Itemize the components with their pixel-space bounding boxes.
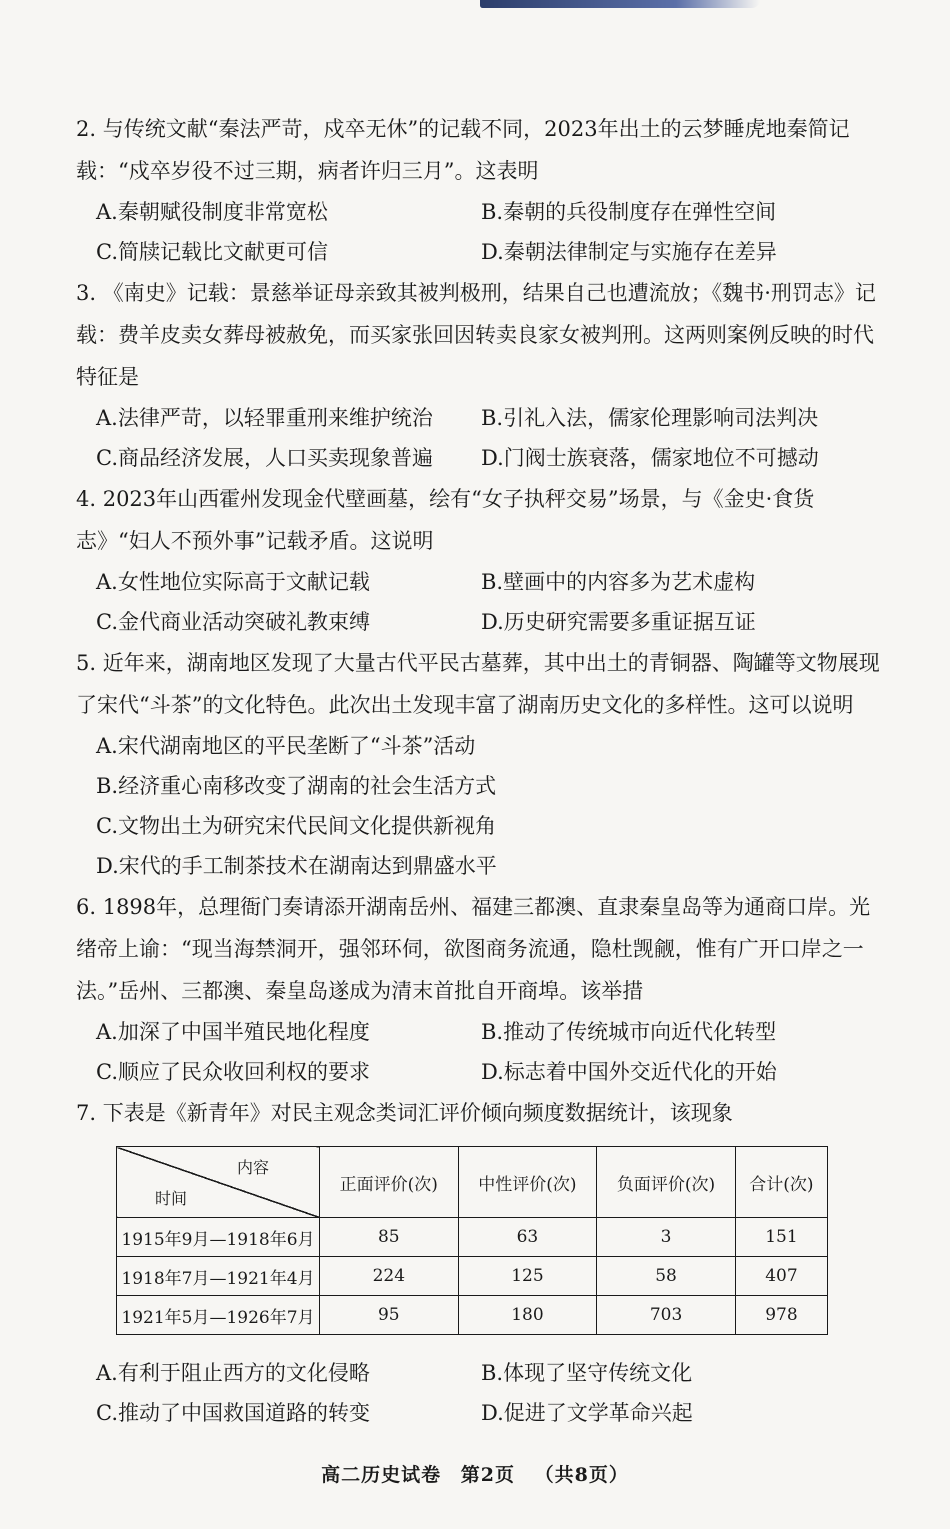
cell-neutral: 125 [458, 1257, 597, 1296]
question-5 [76, 642, 886, 886]
page-footer [0, 1460, 950, 1487]
question-3 [76, 272, 886, 478]
option-c: C.简牍记载比文献更可信 [96, 240, 328, 264]
footer-page-number: 第2页 [460, 1464, 515, 1486]
option-a: A.有利于阻止西方的文化侵略 [96, 1361, 370, 1385]
option-b: B.引礼入法，儒家伦理影响司法判决 [481, 406, 819, 430]
option-d: D.标志着中国外交近代化的开始 [481, 1060, 777, 1084]
cell-neutral: 63 [458, 1218, 597, 1257]
corner-label-time: 时间 [155, 1189, 188, 1208]
header-total: 合计(次) [735, 1147, 827, 1218]
option-a: A.宋代湖南地区的平民垄断了“斗茶”活动 [96, 734, 476, 758]
cell-negative: 58 [597, 1257, 736, 1296]
cell-negative: 3 [597, 1218, 736, 1257]
option-a: A.法律严苛，以轻罪重刑来维护统治 [96, 406, 433, 430]
cell-positive: 224 [320, 1257, 459, 1296]
header-positive: 正面评价(次) [320, 1147, 459, 1218]
option-a: A.加深了中国半殖民地化程度 [96, 1020, 370, 1044]
frequency-table [116, 1146, 828, 1335]
header-neutral: 中性评价(次) [458, 1147, 597, 1218]
cell-period: 1915年9月—1918年6月 [117, 1218, 320, 1257]
question-stem: 7. 下表是《新青年》对民主观念类词汇评价倾向频度数据统计，该现象 [76, 1101, 733, 1125]
table-header-row [117, 1147, 828, 1218]
table-corner-cell [117, 1147, 320, 1218]
option-c: C.顺应了民众收回利权的要求 [96, 1060, 370, 1084]
option-d: D.宋代的手工制茶技术在湖南达到鼎盛水平 [96, 854, 497, 878]
corner-label-content: 内容 [236, 1158, 269, 1177]
cell-period: 1918年7月—1921年4月 [117, 1257, 320, 1296]
option-b: B.经济重心南移改变了湖南的社会生活方式 [96, 774, 497, 798]
question-stem: 2. 与传统文献“秦法严苛，戍卒无休”的记载不同，2023年出土的云梦睡虎地秦简记载：“戍卒岁役不过三期，病者许归三月”。这表明 [76, 117, 850, 183]
option-b: B.壁画中的内容多为艺术虚构 [481, 570, 756, 594]
table-row [117, 1257, 828, 1296]
question-4 [76, 478, 886, 642]
option-b: B.体现了坚守传统文化 [481, 1361, 693, 1385]
option-c: C.金代商业活动突破礼教束缚 [96, 610, 370, 634]
option-d: D.历史研究需要多重证据互证 [481, 610, 756, 634]
cell-period: 1921年5月—1926年7月 [117, 1296, 320, 1335]
cell-total: 407 [735, 1257, 827, 1296]
cell-negative: 703 [597, 1296, 736, 1335]
question-stem: 5. 近年来，湖南地区发现了大量古代平民古墓葬，其中出土的青铜器、陶罐等文物展现了宋代“斗茶”的文化特色。此次出土发现丰富了湖南历史文化的多样性。这可以说明 [76, 651, 880, 717]
exam-page [76, 108, 886, 1433]
question-2 [76, 108, 886, 272]
cell-positive: 95 [320, 1296, 459, 1335]
cell-positive: 85 [320, 1218, 459, 1257]
option-d: D.促进了文学革命兴起 [481, 1401, 693, 1425]
question-7 [76, 1092, 886, 1433]
option-b: B.秦朝的兵役制度存在弹性空间 [481, 200, 777, 224]
question-stem: 4. 2023年山西霍州发现金代壁画墓，绘有“女子执秤交易”场景，与《金史·食货志》“妇人不预外事”记载矛盾。这说明 [76, 487, 815, 553]
question-stem: 3. 《南史》记载：景慈举证母亲致其被判极刑，结果自己也遭流放；《魏书·刑罚志》记载：费羊皮卖女葬母被赦免，而买家张回因转卖良家女被判刑。这两则案例反映的时代特征是 [76, 281, 876, 389]
option-b: B.推动了传统城市向近代化转型 [481, 1020, 777, 1044]
footer-total-pages: （共8页） [534, 1464, 629, 1486]
scan-edge-mark [480, 0, 760, 8]
table-row [117, 1296, 828, 1335]
footer-course: 高二历史试卷 [321, 1464, 442, 1486]
option-c: C.推动了中国救国道路的转变 [96, 1401, 370, 1425]
option-d: D.秦朝法律制定与实施存在差异 [481, 240, 777, 264]
option-c: C.商品经济发展，人口买卖现象普遍 [96, 446, 433, 470]
header-negative: 负面评价(次) [597, 1147, 736, 1218]
question-6 [76, 886, 886, 1092]
table-row [117, 1218, 828, 1257]
question-stem: 6. 1898年，总理衙门奏请添开湖南岳州、福建三都澳、直隶秦皇岛等为通商口岸。光绪帝上谕：“现当海禁洞开，强邻环伺，欲图商务流通，隐杜觊觎，惟有广开口岸之一法。”岳州、三都澳、秦皇岛遂成为清末首批自开商埠。该举措 [76, 895, 871, 1003]
cell-neutral: 180 [458, 1296, 597, 1335]
cell-total: 151 [735, 1218, 827, 1257]
option-a: A.女性地位实际高于文献记载 [96, 570, 370, 594]
option-a: A.秦朝赋役制度非常宽松 [96, 200, 328, 224]
option-c: C.文物出土为研究宋代民间文化提供新视角 [96, 814, 496, 838]
option-d: D.门阀士族衰落，儒家地位不可撼动 [481, 446, 819, 470]
cell-total: 978 [735, 1296, 827, 1335]
